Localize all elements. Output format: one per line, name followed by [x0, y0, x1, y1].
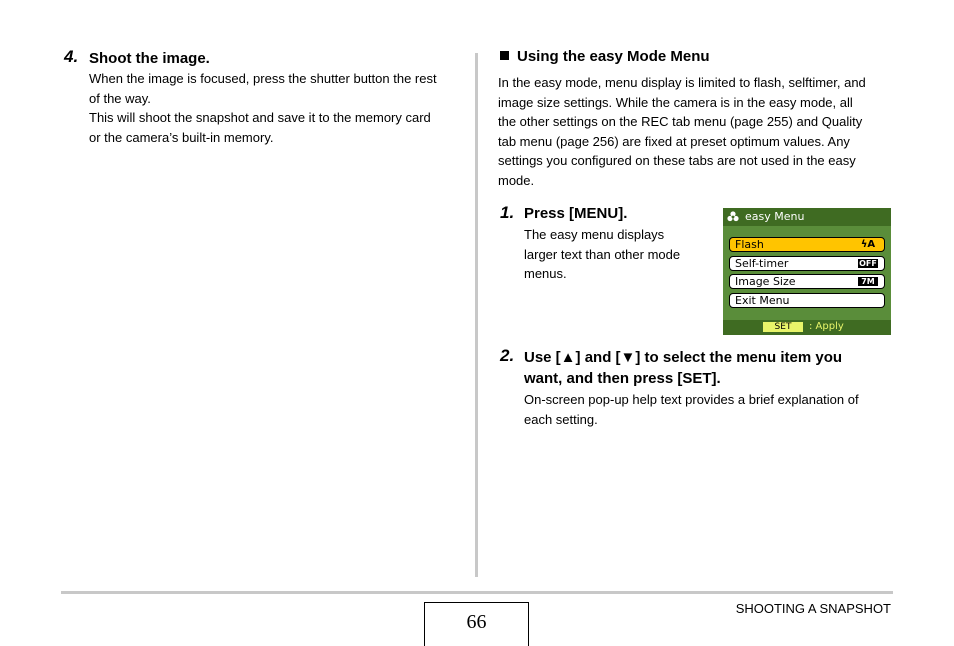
camera-screen-footer [723, 320, 891, 335]
step-1-title: Press [MENU]. [524, 205, 628, 222]
camera-menu-item-label: Image Size [735, 275, 796, 288]
body-line: or the camera’s built-in memory. [89, 129, 274, 145]
column-divider [475, 53, 478, 577]
step-1-number: 1. [500, 203, 515, 222]
step-2-title-line: want, and then press [SET]. [524, 370, 721, 387]
section-title [500, 48, 710, 65]
image-size-7m-icon: 7M [858, 277, 878, 286]
step-2-title-line: Use [▲] and [▼] to select the menu item you [524, 349, 843, 366]
step-2-title [524, 347, 894, 389]
body-line: menus. [524, 266, 567, 281]
camera-screen-header [723, 208, 891, 226]
body-line: each setting. [524, 411, 598, 427]
body-line: of the way. [89, 90, 151, 106]
section-intro [498, 73, 898, 190]
intro-line: tab menu (page 256) are fixed at preset optimum values. Any [498, 133, 850, 149]
body-line: On-screen pop-up help text provides a brief explanation of [524, 392, 859, 407]
camera-menu-item-flash [729, 237, 885, 252]
step-4-title: Shoot the image. [89, 50, 210, 67]
page-number: 66 [424, 602, 529, 646]
step-2-body [524, 390, 894, 429]
step-4-body [89, 69, 469, 147]
body-line: The easy menu displays [524, 227, 665, 242]
intro-line: In the easy mode, menu display is limited to flash, selftimer, and [498, 75, 866, 90]
camera-menu-item-label: Flash [735, 238, 764, 251]
body-line: This will shoot the snapshot and save it to the memory card [89, 110, 431, 125]
camera-menu-item-label: Self-timer [735, 257, 789, 270]
body-line: larger text than other mode [524, 246, 681, 262]
intro-line: mode. [498, 172, 535, 188]
camera-screen-title: easy Menu [745, 210, 805, 223]
intro-line: settings you configured on these tabs are not used in the easy [498, 153, 856, 168]
footer-divider [61, 591, 893, 594]
apply-label: : Apply [809, 321, 844, 332]
section-title-text: Using the easy Mode Menu [517, 48, 710, 65]
step-1-body [524, 225, 714, 284]
camera-menu-item-self-timer [729, 256, 885, 271]
camera-menu-item-label: Exit Menu [735, 294, 790, 307]
step-4-number: 4. [64, 47, 79, 66]
intro-line: image size settings. While the camera is in the easy mode, all [498, 94, 853, 110]
easy-mode-icon [727, 211, 739, 223]
body-line: When the image is focused, press the shutter button the rest [89, 71, 437, 86]
self-timer-off-icon: OFF [859, 259, 877, 268]
flash-auto-icon: ϟA [860, 239, 876, 250]
camera-menu-item-exit [729, 293, 885, 308]
intro-line: the other settings on the REC tab menu (page 255) and Quality [498, 114, 863, 129]
footer-section-title: SHOOTING A SNAPSHOT [735, 601, 891, 616]
square-bullet-icon [500, 51, 509, 60]
set-key-badge: SET [763, 322, 803, 332]
camera-easy-menu-screen [723, 208, 891, 335]
camera-menu-item-image-size [729, 274, 885, 289]
step-2-number: 2. [500, 346, 515, 365]
